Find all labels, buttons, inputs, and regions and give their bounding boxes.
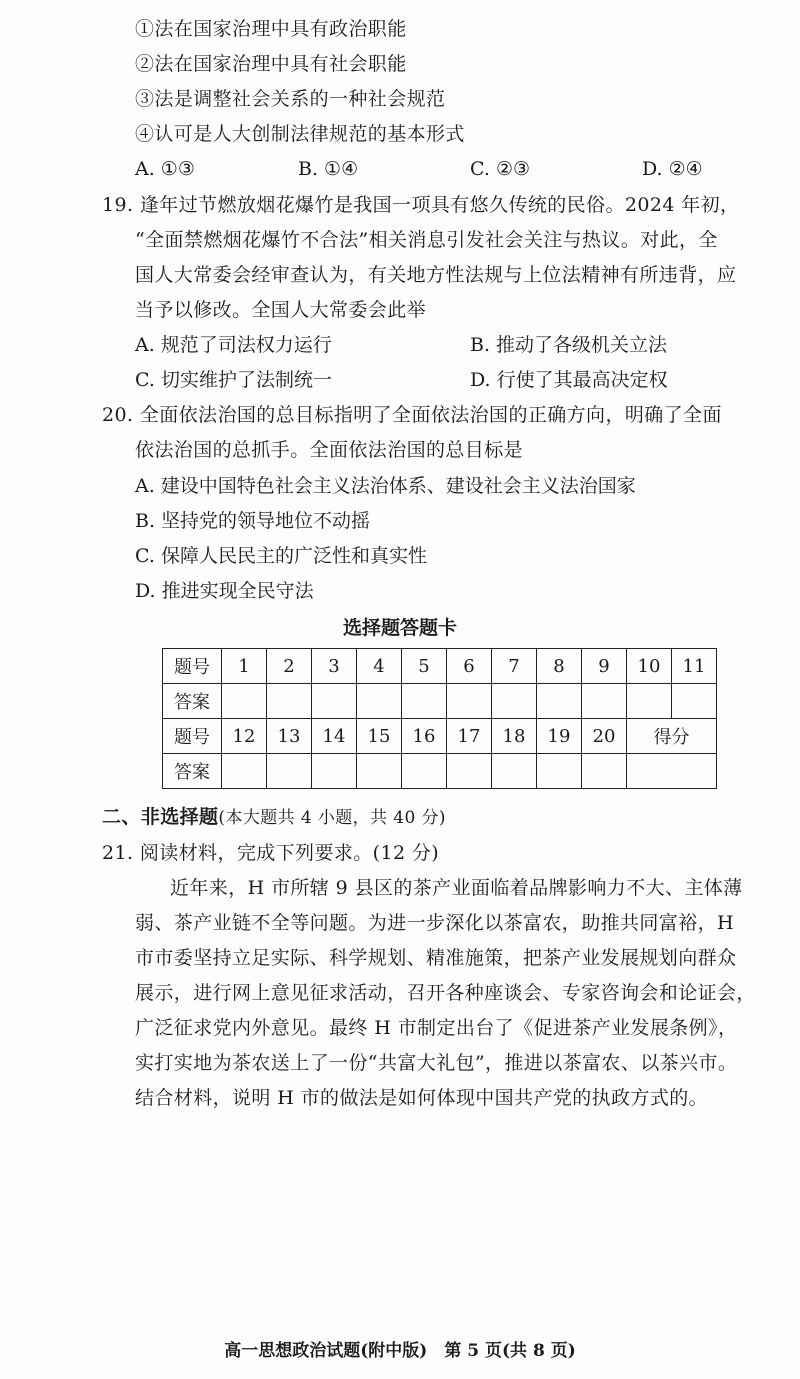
q19-option-c: C. 切实维护了法制统一 bbox=[135, 369, 332, 391]
question-number-cell: 11 bbox=[672, 649, 717, 684]
q19-stem-line-2: “全面禁燃烟花爆竹不合法”相关消息引发社会关注与热议。对此，全 bbox=[135, 229, 718, 251]
answer-card-table bbox=[162, 648, 717, 789]
question-number-label: 题号 bbox=[163, 649, 222, 684]
question-number-cell: 12 bbox=[222, 719, 267, 754]
question-number-cell: 16 bbox=[402, 719, 447, 754]
question-number-cell: 5 bbox=[402, 649, 447, 684]
q21-material-line-6: 实打实地为茶农送上了一份“共富大礼包”，推进以茶富农、以茶兴市。 bbox=[135, 1052, 738, 1074]
answer-label: 答案 bbox=[163, 754, 222, 789]
q20-option-d: D. 推进实现全民守法 bbox=[135, 580, 314, 602]
answer-cell[interactable] bbox=[312, 754, 357, 789]
answer-cell[interactable] bbox=[582, 754, 627, 789]
table-row bbox=[163, 719, 717, 754]
section-2-title: 二、非选择题 bbox=[102, 806, 219, 828]
q21-material-line-3: 市市委坚持立足实际、科学规划、精准施策，把茶产业发展规划向群众 bbox=[135, 947, 737, 969]
q18-option-c: C. ②③ bbox=[470, 158, 531, 180]
q18-option-d: D. ②④ bbox=[642, 158, 703, 180]
question-number-cell: 19 bbox=[537, 719, 582, 754]
q20-stem-line-1: 20. 全面依法治国的总目标指明了全面依法治国的正确方向，明确了全面 bbox=[102, 404, 722, 426]
q21-material-line-2: 弱、茶产业链不全等问题。为进一步深化以茶富农，助推共同富裕，H bbox=[135, 912, 734, 934]
answer-cell[interactable] bbox=[582, 684, 627, 719]
question-number-cell: 6 bbox=[447, 649, 492, 684]
question-number-cell: 15 bbox=[357, 719, 402, 754]
q19-option-d: D. 行使了其最高决定权 bbox=[470, 369, 668, 391]
section-2-heading bbox=[102, 802, 446, 833]
q18-option-b: B. ①④ bbox=[298, 158, 359, 180]
question-number-cell: 8 bbox=[537, 649, 582, 684]
q20-option-c: C. 保障人民民主的广泛性和真实性 bbox=[135, 545, 427, 567]
answer-label: 答案 bbox=[163, 684, 222, 719]
answer-cell[interactable] bbox=[267, 754, 312, 789]
question-number-cell: 1 bbox=[222, 649, 267, 684]
q19-stem-line-1: 19. 逢年过节燃放烟花爆竹是我国一项具有悠久传统的民俗。2024 年初， bbox=[102, 194, 740, 216]
q21-question-line: 结合材料，说明 H 市的做法是如何体现中国共产党的执政方式的。 bbox=[135, 1087, 709, 1109]
question-number-cell: 3 bbox=[312, 649, 357, 684]
q21-material-line-4: 展示，进行网上意见征求活动，召开各种座谈会、专家咨询会和论证会， bbox=[135, 982, 756, 1004]
answer-cell[interactable] bbox=[447, 684, 492, 719]
section-2-note: (本大题共 4 小题，共 40 分) bbox=[218, 808, 446, 828]
score-label: 得分 bbox=[627, 719, 717, 754]
answer-cell[interactable] bbox=[492, 754, 537, 789]
answer-cell[interactable] bbox=[492, 684, 537, 719]
question-number-cell: 4 bbox=[357, 649, 402, 684]
answer-cell[interactable] bbox=[402, 684, 447, 719]
question-number-cell: 20 bbox=[582, 719, 627, 754]
q18-statement-1: ①法在国家治理中具有政治职能 bbox=[135, 18, 407, 40]
q21-material-line-5: 广泛征求党内外意见。最终 H 市制定出台了《促进茶产业发展条例》， bbox=[135, 1017, 738, 1039]
q21-material-line-1: 近年来，H 市所辖 9 县区的茶产业面临着品牌影响力不大、主体薄 bbox=[170, 877, 743, 899]
answer-cell[interactable] bbox=[627, 684, 672, 719]
q19-stem-line-3: 国人大常委会经审查认为，有关地方性法规与上位法精神有所违背，应 bbox=[135, 264, 737, 286]
question-number-label: 题号 bbox=[163, 719, 222, 754]
question-number-cell: 10 bbox=[627, 649, 672, 684]
answer-cell[interactable] bbox=[447, 754, 492, 789]
q21-heading: 21. 阅读材料，完成下列要求。(12 分) bbox=[102, 842, 440, 864]
page-footer: 高一思想政治试题(附中版) 第 5 页(共 8 页) bbox=[224, 1341, 576, 1361]
table-row bbox=[163, 754, 717, 789]
q18-statement-3: ③法是调整社会关系的一种社会规范 bbox=[135, 88, 446, 110]
question-number-cell: 13 bbox=[267, 719, 312, 754]
question-number-cell: 7 bbox=[492, 649, 537, 684]
q20-option-b: B. 坚持党的领导地位不动摇 bbox=[135, 510, 371, 532]
answer-cell[interactable] bbox=[222, 684, 267, 719]
answer-cell[interactable] bbox=[357, 684, 402, 719]
q19-option-b: B. 推动了各级机关立法 bbox=[470, 334, 668, 356]
q18-statement-4: ④认可是人大创制法律规范的基本形式 bbox=[135, 123, 465, 145]
q18-option-a: A. ①③ bbox=[135, 158, 195, 180]
question-number-cell: 17 bbox=[447, 719, 492, 754]
table-row bbox=[163, 684, 717, 719]
score-cell[interactable] bbox=[627, 754, 717, 789]
answer-cell[interactable] bbox=[267, 684, 312, 719]
question-number-cell: 2 bbox=[267, 649, 312, 684]
answer-cell[interactable] bbox=[402, 754, 447, 789]
answer-card-title: 选择题答题卡 bbox=[342, 617, 457, 639]
answer-cell[interactable] bbox=[312, 684, 357, 719]
question-number-cell: 9 bbox=[582, 649, 627, 684]
answer-cell[interactable] bbox=[357, 754, 402, 789]
answer-cell[interactable] bbox=[222, 754, 267, 789]
q20-option-a: A. 建设中国特色社会主义法治体系、建设社会主义法治国家 bbox=[135, 475, 636, 497]
table-row bbox=[163, 649, 717, 684]
q18-statement-2: ②法在国家治理中具有社会职能 bbox=[135, 53, 407, 75]
answer-cell[interactable] bbox=[537, 754, 582, 789]
question-number-cell: 14 bbox=[312, 719, 357, 754]
answer-cell[interactable] bbox=[672, 684, 717, 719]
answer-cell[interactable] bbox=[537, 684, 582, 719]
q19-stem-line-4: 当予以修改。全国人大常委会此举 bbox=[135, 299, 427, 321]
question-number-cell: 18 bbox=[492, 719, 537, 754]
q20-stem-line-2: 依法治国的总抓手。全面依法治国的总目标是 bbox=[135, 439, 524, 461]
q19-option-a: A. 规范了司法权力运行 bbox=[135, 334, 332, 356]
